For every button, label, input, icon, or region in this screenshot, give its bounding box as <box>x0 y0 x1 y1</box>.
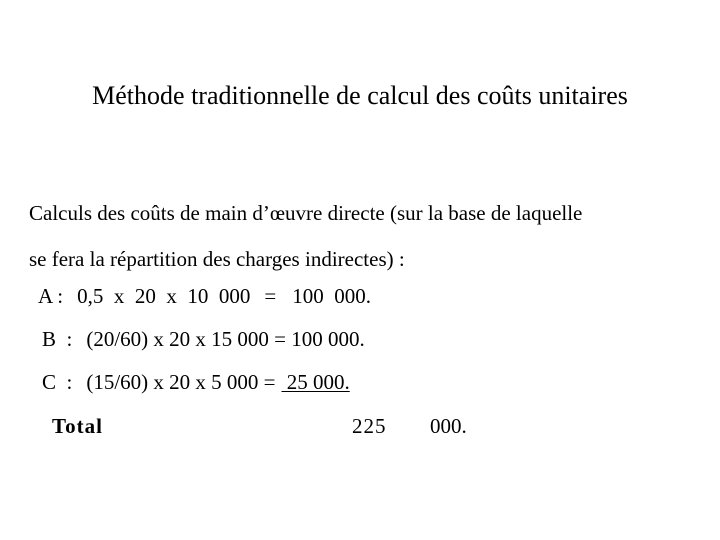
slide-title: Méthode traditionnelle de calcul des coûts unitaires <box>92 81 628 110</box>
row-expression: (20/60) x 20 x 15 000 = 100 000. <box>86 327 365 351</box>
row-label: C : <box>42 370 73 394</box>
calc-row-a <box>38 282 371 310</box>
row-expression: (15/60) x 20 x 5 000 = <box>86 370 276 394</box>
calc-row-c <box>42 368 350 396</box>
total-value-decimal: 000. <box>430 414 467 438</box>
row-label: A : <box>38 284 64 308</box>
total-row <box>52 412 467 440</box>
row-equals: = <box>264 284 277 308</box>
intro-text <box>29 190 582 282</box>
row-result: 25 000. <box>281 370 350 394</box>
total-value: 225 <box>352 414 387 438</box>
row-expression: 0,5 x 20 x 10 000 <box>77 284 251 308</box>
intro-line-2: se fera la répartition des charges indirectes) : <box>29 247 405 271</box>
row-label: B : <box>42 327 73 351</box>
total-label: Total <box>52 414 103 438</box>
row-result: 100 000. <box>292 284 371 308</box>
calc-row-b <box>42 325 365 353</box>
intro-line-1: Calculs des coûts de main d’œuvre directe (sur la base de laquelle <box>29 201 583 225</box>
